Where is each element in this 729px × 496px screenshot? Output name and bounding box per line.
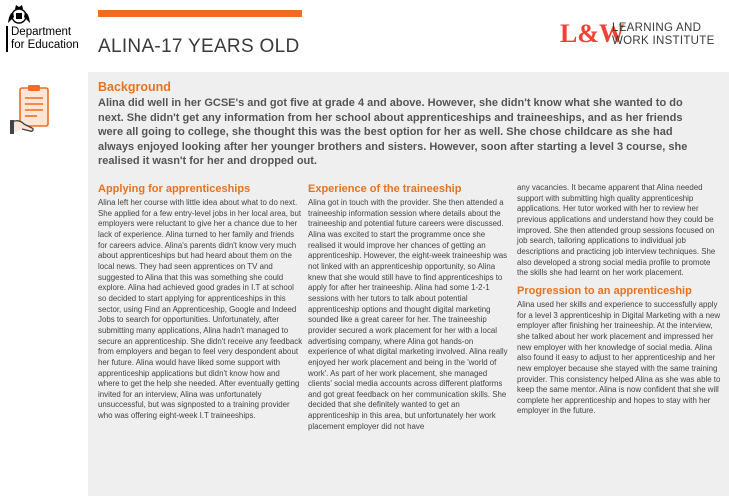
- lw-wordmark: [612, 22, 715, 48]
- column-traineeship: [308, 183, 512, 432]
- background-text: Alina did well in her GCSE's and got five at grade 4 and above. However, she didn't know what she wanted to do next. She didn't get any information from her school about apprenticeships and traineeships, and as her friends were all going to college, she thought this was the best option for her as well. She chose childcare as she had always enjoyed looking after her younger brothers and sisters. However, soon after starting a level 3 course, she realised it wasn't for her and dropped out.: [98, 97, 688, 167]
- lw-mark: L&W: [560, 19, 625, 48]
- lw-logo: [560, 19, 715, 50]
- background-heading: Background: [98, 80, 171, 94]
- applying-heading: Applying for apprenticeships: [98, 183, 251, 195]
- column-progression: [517, 183, 722, 417]
- clipboard-hand-icon: [10, 84, 58, 136]
- royal-crest-icon: [6, 3, 32, 25]
- traineeship-heading: Experience of the traineeship: [308, 183, 462, 195]
- page-title: ALINA-17 YEARS OLD: [98, 36, 300, 57]
- lw-line1: LEARNING AND: [612, 22, 702, 34]
- lw-line2: WORK INSTITUTE: [612, 35, 715, 47]
- accent-bar: [98, 10, 302, 17]
- traineeship-text: Alina got in touch with the provider. She then attended a traineeship information session where details about the traineeship and potential future careers were discussed. Alina was excited to start the programme once she realised it would improve her chances of getting an apprenticeship. However, the eight-week traineeship was not linked with an apprenticeship opportunity, so Alina knew that she would still have to find apprenticeships to apply for after her traineeship. Alina had some 1-2-1 sessions with her tutors to talk about potential apprenticeship options and thought digital marketing sounded like a great career for her. The traineeship provider secured a work placement for her with a local advertising company, where Alina got hands-on experience of what digital marketing involved. Alina really enjoyed her work placement and being in the 'world of work'. As part of her work placement, she managed clients' social media accounts across different platforms and got great feedback on her communication skills. She decided that she definitely wanted to get an apprenticeship in this area, but unfortunately her work placement employer did not have: [308, 198, 508, 431]
- dfe-line1: Department: [11, 26, 72, 38]
- dfe-logo: [0, 0, 92, 58]
- traineeship-text-continued: any vacancies. It became apparent that Alina needed support with submitting high quality apprenticeship applications. Her tutor worked with her to review her previous applications and understand how they could be improved. She then attended group sessions focused on job search, tailoring applications to individual job descriptions and practicing job interview techniques. She also developed a strong social media profile to promote the skills she had learnt on her work placement.: [517, 183, 716, 278]
- column-applying: [98, 183, 303, 422]
- applying-text: Alina left her course with little idea about what to do next. She applied for a few entry-level jobs in her local area, but employers were reluctant to give her a chance due to her lack of experience. Alina turned to her family and friends for careers advice. Alina's parents didn't know very much about apprenticeships but had heard about them on the local news. They had seen apprentices on TV and suggested to Alina that this was something she could explore. Alina had achieved good grades in I.T at school so decided to start applying for apprenticeships in this sector, using Find an Apprenticeship, Google and Indeed Jobs to search for opportunities. Unfortunately, after submitting many applications, Alina hadn't managed to secure an apprenticeship. She didn't receive any feedback from employers and began to feel very despondent about her future. Alina would have liked some support with apprenticeship applications but didn't know how and where to get the help she needed. After eventually getting invited for an interview, Alina was unfortunately unsuccessful, but was signposted to a training provider who was offering eight-week I.T traineeships.: [98, 198, 303, 421]
- dfe-line2: for Education: [11, 39, 79, 51]
- progression-heading: Progression to an apprenticeship: [517, 284, 692, 297]
- progression-text: Alina used her skills and experience to successfully apply for a level 3 apprenticeship in Digital Marketing with a new employer after finishing her traineeship. At the interview, she talked about her work placement and impressed her new employer with her knowledge of social media. Alina also found it easy to adjust to her apprenticeship and her new employer because she stayed with the same training provider. This consistency helped Alina as she was able to keep the same mentor. Alina is now confident that she will complete her apprenticeship and hopes to stay with her employer in the future.: [517, 299, 721, 416]
- dfe-wordmark: [6, 26, 79, 52]
